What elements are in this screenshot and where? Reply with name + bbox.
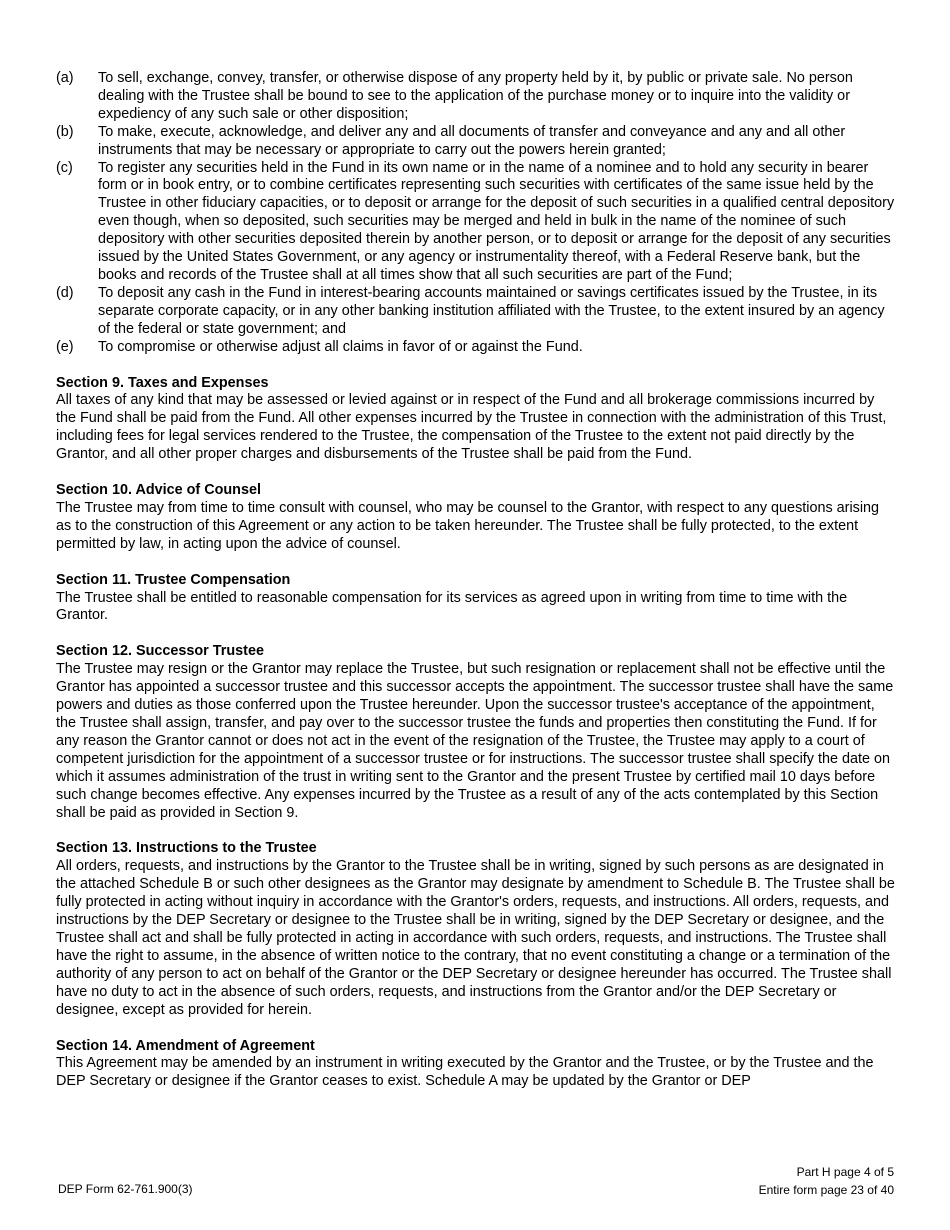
section-heading: Section 10. Advice of Counsel: [56, 482, 261, 499]
section-heading: Section 13. Instructions to the Trustee: [56, 840, 317, 857]
list-marker: (c): [56, 159, 73, 176]
list-item-text: To register any securities held in the Fund in its own name or in the name of a nominee and to hold any security in bearer form or in book entry, or to combine certificates representing such securities with certificates of the same issue held by the Trustee in other fiduciary capacities, or to deposit or arrange for the deposit of such securities in a qualified central depository even though, when so deposited, such securities may be merged and held in bulk in the name of the nominee of such depository with other securities deposited therein by another person, or to deposit or arrange for the deposit of any securities issued by the United States Government, or any agency or instrumentality thereof, with a Federal Reserve bank, but the books and records of the Trustee shall at all times show that all such securities are part of the Fund;: [98, 159, 895, 283]
section-10: [56, 482, 896, 554]
section-body: The Trustee may resign or the Grantor may replace the Trustee, but such resignation or replacement shall not be effective until the Grantor has appointed a successor trustee and this successor accepts the appointment. The successor trustee shall have the same powers and duties as those conferred upon the Trustee hereunder. Upon the successor trustee's acceptance of the appointment, the Trustee shall assign, transfer, and pay over to the successor trustee the funds and properties then constituting the Fund. If for any reason the Grantor cannot or does not act in the event of the resignation of the Trustee, the Trustee may apply to a court of competent jurisdiction for the appointment of a successor trustee or for instructions. The successor trustee shall specify the date on which it assumes administration of the trust in writing sent to the Grantor and the present Trustee by certified mail 10 days before such change becomes effective. Any expenses incurred by the Trustee as a result of any of the acts contemplated by this Section shall be paid as provided in Section 9.: [56, 661, 894, 821]
list-marker: (d): [56, 284, 74, 301]
list-item: [56, 124, 896, 160]
powers-list: [56, 70, 896, 357]
section-heading: Section 14. Amendment of Agreement: [56, 1037, 315, 1054]
form-page-number: Entire form page 23 of 40: [758, 1182, 894, 1197]
form-id: DEP Form 62-761.900(3): [58, 1182, 193, 1196]
section-13: [56, 840, 896, 1019]
section-heading: Section 12. Successor Trustee: [56, 643, 264, 660]
list-item: [56, 339, 896, 357]
section-body: The Trustee may from time to time consult with counsel, who may be counsel to the Grantor, with respect to any questions arising as to the construction of this Agreement or any action to be taken hereunder. The Trustee shall be fully protected, to the extent permitted by law, in acting upon the advice of counsel.: [56, 499, 880, 552]
section-14: [56, 1038, 896, 1092]
section-body: This Agreement may be amended by an instrument in writing executed by the Grantor and the Trustee, or by the Trustee and the DEP Secretary or designee if the Grantor ceases to exist. Schedule A may be updated by the Grantor or DEP: [56, 1055, 874, 1090]
list-item-text: To sell, exchange, convey, transfer, or otherwise dispose of any property held by it, by public or private sale. No person dealing with the Trustee shall be bound to see to the application of the purchase money or to inquire into the validity or expediency of any such sale or other disposition;: [98, 70, 853, 122]
list-marker: (b): [56, 123, 74, 140]
list-item: [56, 160, 896, 285]
section-9: [56, 375, 896, 465]
list-marker: (e): [56, 338, 74, 355]
document-body: [56, 70, 896, 1091]
part-page-number: Part H page 4 of 5: [796, 1165, 894, 1179]
section-11: [56, 572, 896, 626]
section-heading: Section 9. Taxes and Expenses: [56, 374, 269, 391]
list-item-text: To make, execute, acknowledge, and deliver any and all documents of transfer and conveyance and any and all other instruments that may be necessary or appropriate to carry out the powers herein granted;: [98, 123, 846, 158]
section-heading: Section 11. Trustee Compensation: [56, 571, 291, 588]
list-item-text: To deposit any cash in the Fund in interest-bearing accounts maintained or savings certificates issued by the Trustee, in its separate corporate capacity, or in any other banking institution affiliated with the Trustee, to the extent insured by an agency of the federal or state government; and: [98, 284, 885, 337]
list-item: [56, 70, 896, 124]
section-12: [56, 643, 896, 822]
page-numbers: [759, 1164, 894, 1199]
section-body: All orders, requests, and instructions by the Grantor to the Trustee shall be in writing, signed by such persons as are designated in the attached Schedule B or such other designees as the Grantor may designate by amendment to Schedule B. The Trustee shall be fully protected in acting without inquiry in accordance with the Grantor's orders, requests, and instructions. All orders, requests, and instructions by the DEP Secretary or designee to the Trustee shall be in writing, signed by the DEP Secretary or designee, and the Trustee shall act and shall be fully protected in acting in accordance with such orders, requests, and instructions. The Trustee shall have the right to assume, in the absence of written notice to the contrary, that no event constituting a change or a termination of the authority of any person to act on behalf of the Grantor or the DEP Secretary or designee hereunder has occurred. The Trustee shall have no duty to act in the absence of such orders, requests, and instructions from the Grantor and/or the DEP Secretary or designee, except as provided for herein.: [56, 858, 895, 1018]
list-item: [56, 285, 896, 339]
list-marker: (a): [56, 70, 74, 86]
section-body: The Trustee shall be entitled to reasonable compensation for its services as agreed upon in writing from time to time with the Grantor.: [56, 589, 848, 624]
section-body: All taxes of any kind that may be assessed or levied against or in respect of the Fund and all brokerage commissions incurred by the Fund shall be paid from the Fund. All other expenses incurred by the Trustee in connection with the administration of this Trust, including fees for legal services rendered to the Trustee, the compensation of the Trustee to the extent not paid directly by the Grantor, and all other proper charges and disbursements of the Trustee shall be paid from the Fund.: [56, 392, 887, 463]
list-item-text: To compromise or otherwise adjust all claims in favor of or against the Fund.: [98, 338, 583, 355]
